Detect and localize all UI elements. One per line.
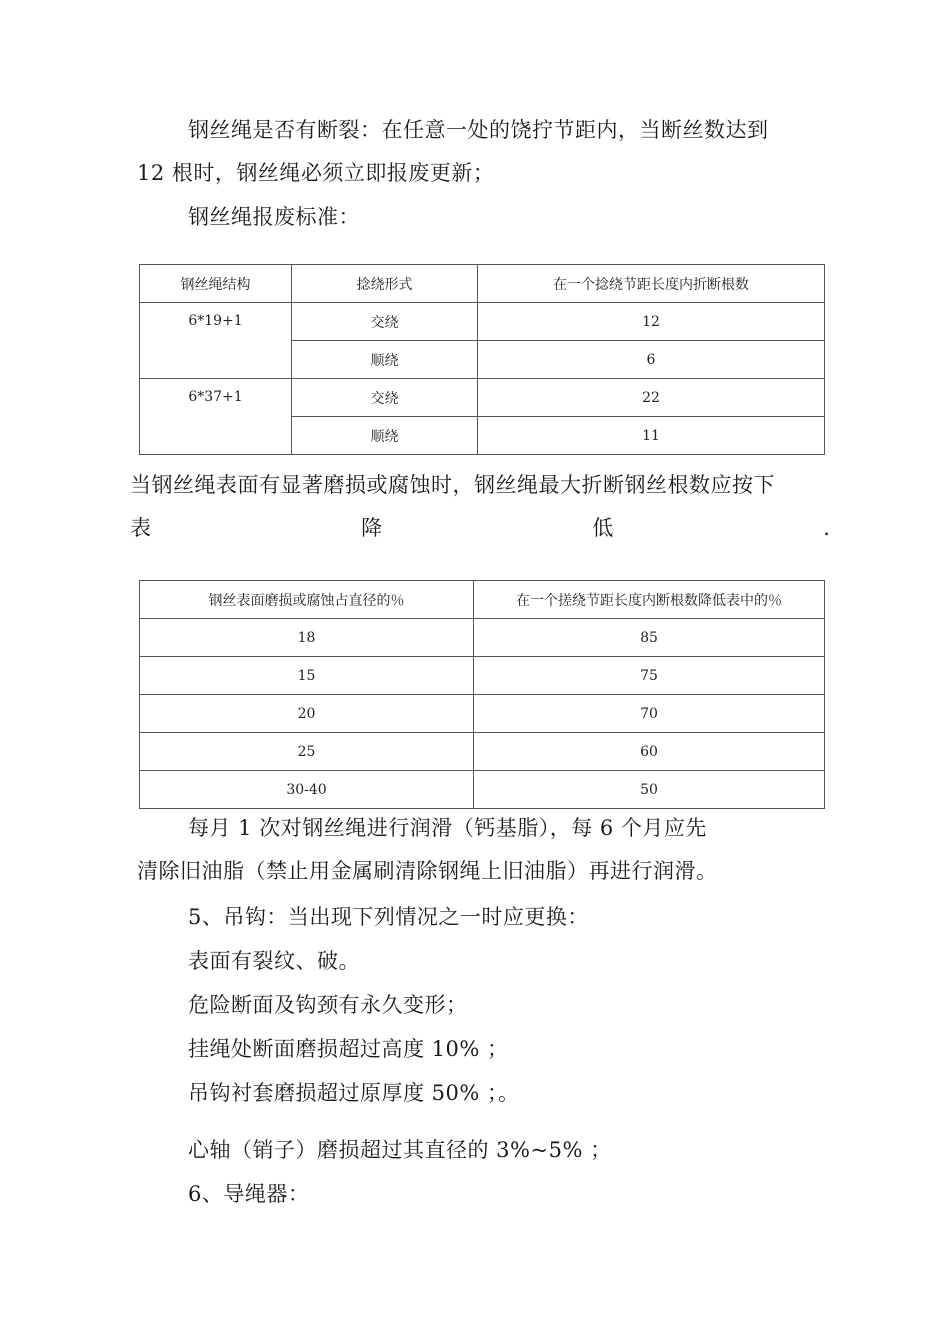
- paragraph-corrosion-line1: 当钢丝绳表面有显著磨损或腐蚀时，钢丝绳最大折断钢丝根数应按下: [130, 473, 775, 497]
- table-row: [140, 733, 825, 771]
- list-item: 挂绳处断面磨损超过高度 10% ；: [188, 1037, 509, 1061]
- table-header-row: [140, 265, 825, 303]
- list-item: 吊钩衬套磨损超过原厚度 50% ；。: [188, 1081, 520, 1105]
- table-header-cell: 捻绕形式: [292, 265, 478, 303]
- table-cell-structure: 6*19+1: [140, 303, 292, 379]
- list-item: 表面有裂纹、破。: [188, 949, 360, 973]
- table-cell-count: 12: [478, 303, 825, 341]
- table-row: [140, 657, 825, 695]
- table-header-cell: 钢丝表面磨损或腐蚀占直径的％: [140, 581, 474, 619]
- paragraph-lubrication-line2: 清除旧油脂（禁止用金属刷清除钢绳上旧油脂）再进行润滑。: [137, 859, 718, 883]
- spread-word: 降: [361, 516, 383, 540]
- heading-scrap-standard: 钢丝绳报废标准：: [188, 205, 360, 229]
- table-cell: 75: [474, 657, 825, 695]
- table-row: [140, 303, 825, 341]
- table-cell-form: 顺绕: [292, 341, 478, 379]
- table-row: [140, 695, 825, 733]
- table-cell-form: 顺绕: [292, 417, 478, 455]
- table-cell: 50: [474, 771, 825, 809]
- corrosion-reduction-table: [139, 580, 825, 809]
- table-cell: 25: [140, 733, 474, 771]
- table-cell: 70: [474, 695, 825, 733]
- heading-hook: 5、吊钩：当出现下列情况之一时应更换：: [188, 905, 589, 929]
- heading-rope-guide: 6、导绳器：: [188, 1182, 310, 1206]
- table-cell-form: 交绕: [292, 379, 478, 417]
- table-header-cell: 在一个搓绕节距长度内断根数降低表中的％: [474, 581, 825, 619]
- paragraph-lubrication-line1: 每月 1 次对钢丝绳进行润滑（钙基脂），每 6 个月应先: [188, 816, 707, 840]
- list-item: 心轴（销子）磨损超过其直径的 3%~5% ；: [188, 1138, 612, 1162]
- paragraph-broken-wire-line1: 钢丝绳是否有断裂：在任意一处的饶拧节距内，当断丝数达到: [188, 118, 769, 142]
- table-cell-structure: 6*37+1: [140, 379, 292, 455]
- list-item: 危险断面及钩颈有永久变形；: [188, 993, 468, 1017]
- table-cell: 18: [140, 619, 474, 657]
- table-cell: 85: [474, 619, 825, 657]
- table-cell-count: 11: [478, 417, 825, 455]
- scrap-standard-table: [139, 264, 825, 455]
- table-row: [140, 379, 825, 417]
- paragraph-corrosion-line2: [130, 513, 830, 543]
- table-header-row: [140, 581, 825, 619]
- table-row: [140, 771, 825, 809]
- table-cell-count: 6: [478, 341, 825, 379]
- table-cell-count: 22: [478, 379, 825, 417]
- spread-word: .: [823, 516, 830, 540]
- table-cell: 20: [140, 695, 474, 733]
- table-cell: 30-40: [140, 771, 474, 809]
- table-row: [140, 619, 825, 657]
- spread-word: 表: [130, 516, 151, 540]
- table-cell: 60: [474, 733, 825, 771]
- table-cell: 15: [140, 657, 474, 695]
- table-header-cell: 在一个捻绕节距长度内折断根数: [478, 265, 825, 303]
- spread-word: 低: [592, 516, 614, 540]
- paragraph-broken-wire-line2: 12 根时，钢丝绳必须立即报废更新；: [137, 161, 495, 185]
- table-header-cell: 钢丝绳结构: [140, 265, 292, 303]
- table-cell-form: 交绕: [292, 303, 478, 341]
